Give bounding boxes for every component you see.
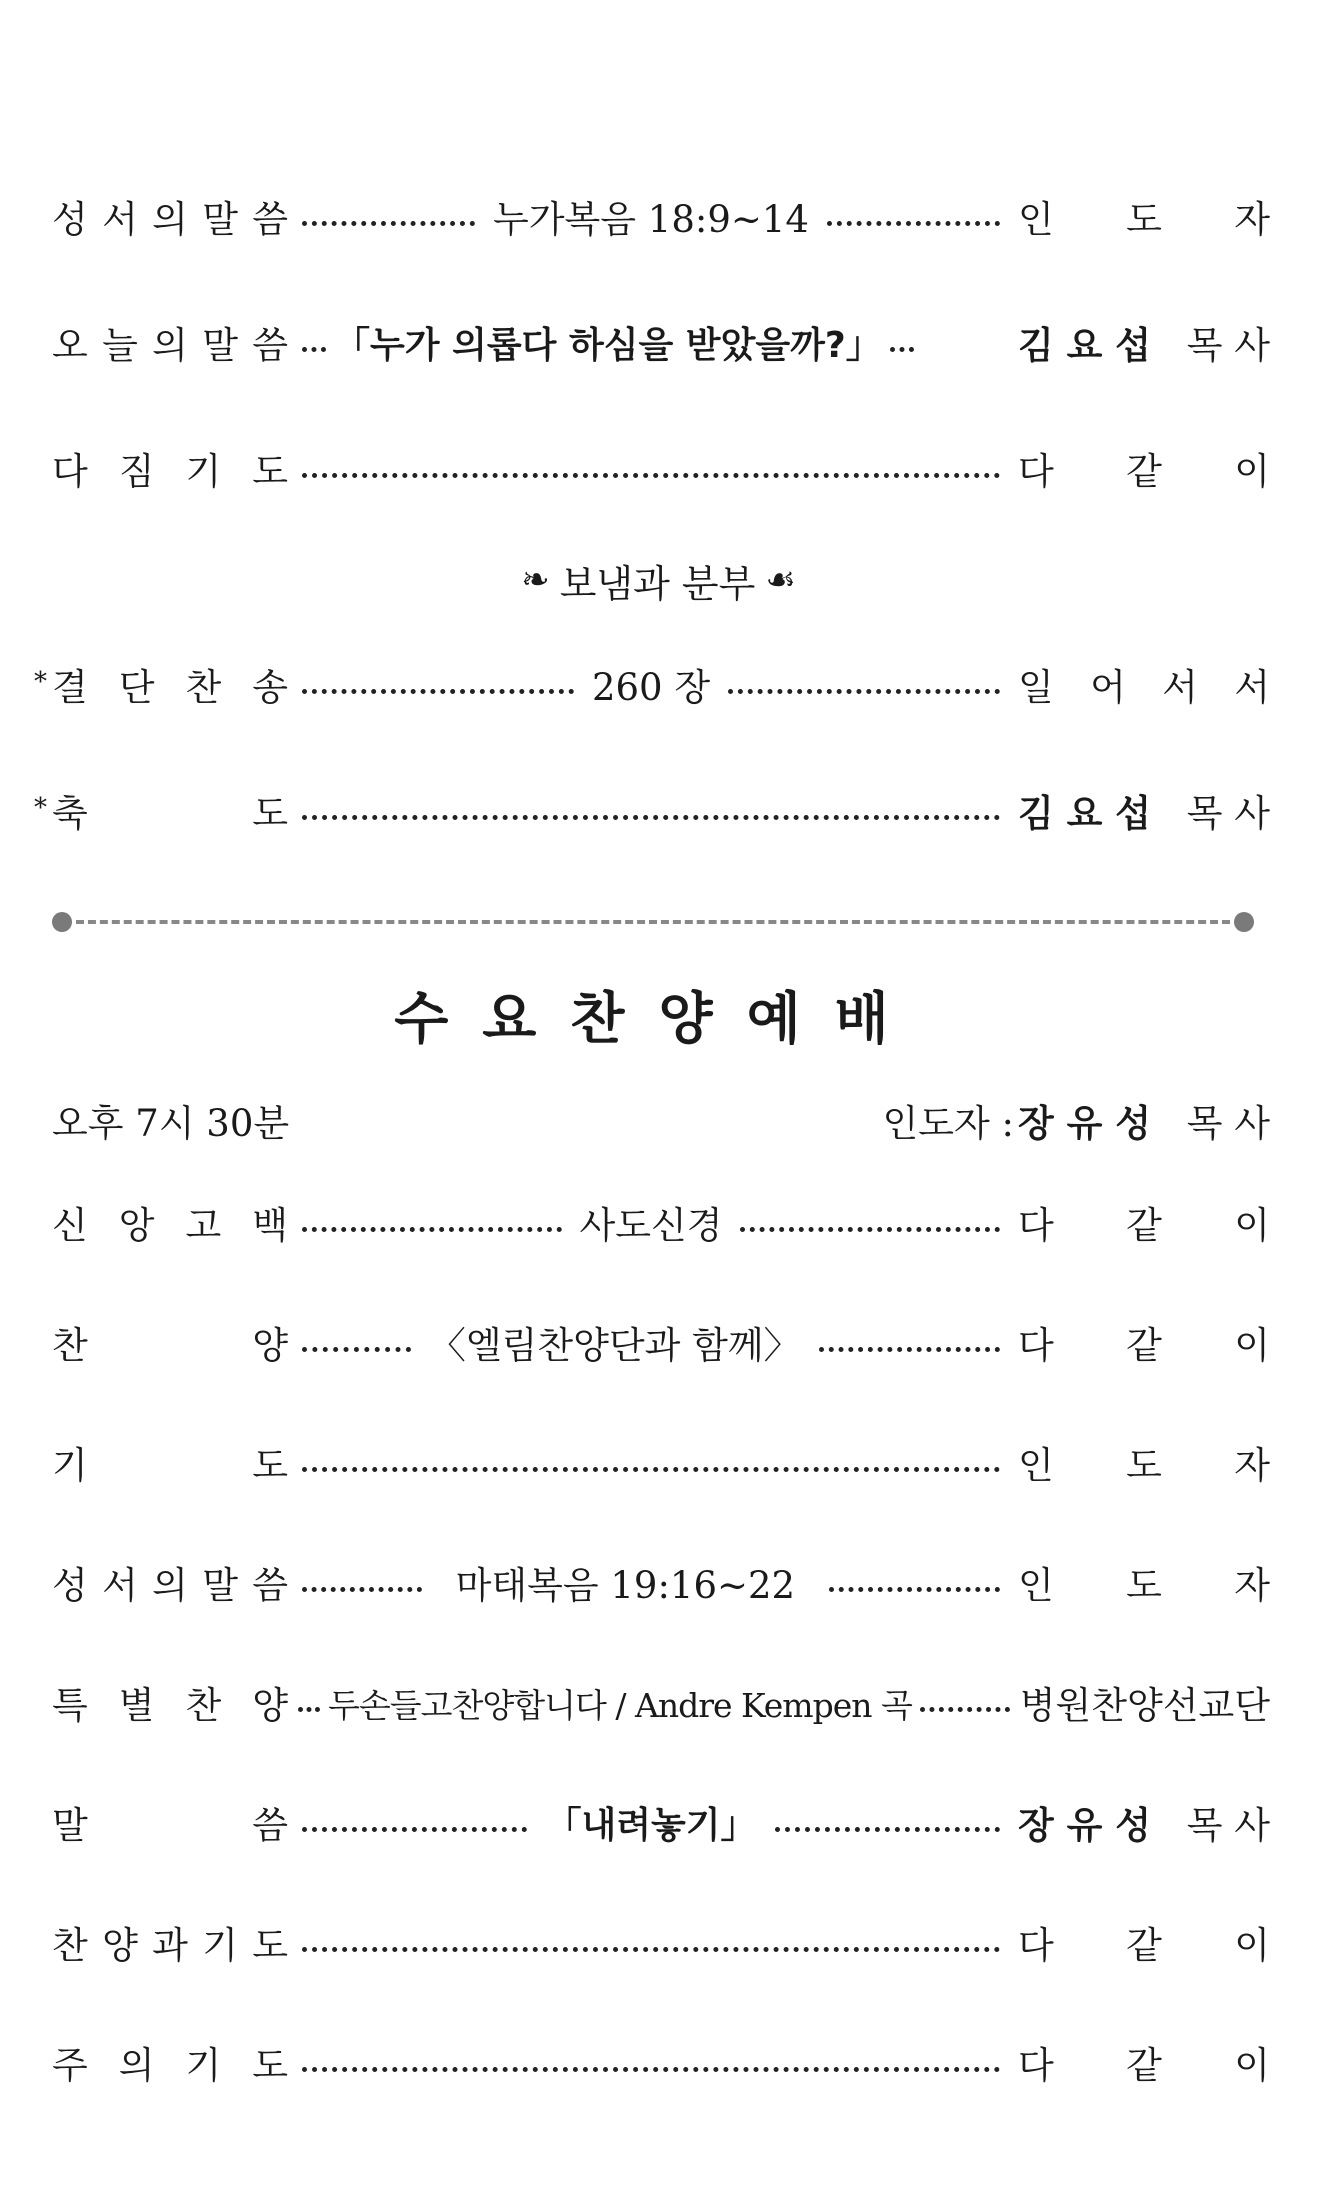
row-person [1018,1796,1270,1856]
label-char: 씀 [252,198,288,241]
label-char: 의 [152,324,188,367]
order-row-hymn [34,658,1270,718]
label-char: 찬 [185,1684,222,1727]
leader-dots [302,809,1000,820]
person-char: 인 [1018,198,1054,241]
row-person [1018,1676,1270,1736]
label-char: 성 [52,1564,88,1607]
leader-dots [302,1196,1000,1256]
order-row-scripture [52,190,1270,250]
row-label [52,190,288,250]
row-label [52,442,288,502]
person-char: 자 [1234,1444,1270,1487]
person-char: 도 [1126,1444,1162,1487]
label-char: 신 [52,1204,88,1247]
person-char: 같 [1126,1924,1162,1967]
leader-dots [302,1556,1000,1616]
label-char: 고 [185,1204,222,1247]
person-char: 인 [1018,1444,1054,1487]
person-char: 다 [1018,1204,1054,1247]
row-label [52,1676,288,1736]
row-person [1018,1196,1270,1256]
row-person [1018,658,1270,718]
label-char: 씀 [252,1564,288,1607]
leader-dots [302,1316,1000,1376]
page-title: 수요찬양예배 [394,987,923,1052]
label-char: 특 [52,1684,88,1727]
label-char: 말 [202,324,238,367]
person-char: 자 [1234,198,1270,241]
row-content: 마태복음 19:16~22 [455,1564,796,1607]
label-char: 찬 [185,666,222,709]
label-char: 기 [185,2044,222,2087]
label-char: 기 [202,1924,238,1967]
person-char: 다 [1018,1924,1054,1967]
label-char: 결 [52,666,88,709]
person-char: 이 [1234,1924,1270,1967]
row-person [1018,2036,1270,2096]
label-char: 말 [52,1804,88,1847]
row-label [52,1196,288,1256]
label-char: 기 [52,1444,88,1487]
label-char: 앙 [118,1204,155,1247]
leader-info [883,1093,1270,1147]
preacher-title: 목 사 [1186,324,1270,367]
preacher-name: 김 요 섭 [1018,792,1151,835]
leader-dots [302,2061,1000,2072]
standing-mark: * [34,667,47,697]
section-divider [52,911,1254,933]
label-char: 서 [102,198,138,241]
standing-mark: * [34,793,47,823]
person-char: 인 [1018,1564,1054,1607]
leader-dots [302,658,1000,718]
row-person [1018,442,1270,502]
leader-label: 인도자 : [882,1102,1014,1145]
preacher-title: 목 사 [1186,792,1270,835]
preacher-name: 장 유 성 [1018,1804,1151,1847]
person-char: 도 [1126,198,1162,241]
label-char: 의 [118,2044,155,2087]
label-char: 찬 [52,1924,88,1967]
label-char: 도 [252,450,288,493]
person-char: 같 [1126,2044,1162,2087]
person-char: 자 [1234,1564,1270,1607]
ornament-right-icon: ☙ [765,560,796,600]
leader-dots [302,316,1008,376]
label-char: 주 [52,2044,88,2087]
sub-heading-text: 보냄과 분부 [559,561,756,606]
order-row-creed [52,1196,1270,1256]
leader-name: 장 유 성 [1018,1102,1151,1145]
row-person [1018,1316,1270,1376]
label-char: 짐 [118,450,155,493]
row-label [52,2036,288,2096]
order-row-sermon [52,316,1270,376]
leader-dots [302,1461,1000,1472]
person-char: 이 [1234,2044,1270,2087]
row-content: 〈엘림찬양단과 함께〉 [428,1324,801,1367]
order-row-lords-prayer [52,2036,1270,2096]
label-char: 단 [118,666,155,709]
choir-name: 병원찬양선교단 [1019,1684,1270,1727]
divider-cap-right [1234,912,1254,932]
row-person [1018,1556,1270,1616]
label-char: 씀 [252,324,288,367]
person-char: 같 [1126,1204,1162,1247]
row-content: 두손들고찬양합니다 / Andre Kempen 곡 [328,1686,912,1725]
person-char: 같 [1126,1324,1162,1367]
row-content: 사도신경 [579,1204,723,1247]
row-content: 누가복음 18:9~14 [493,198,809,241]
label-char: 양 [252,1684,288,1727]
label-char: 송 [252,666,288,709]
row-person [1018,316,1270,376]
label-char: 별 [118,1684,155,1727]
label-char: 도 [252,1924,288,1967]
order-row-pledge-prayer [52,442,1270,502]
person-char: 서 [1162,666,1198,709]
row-person [1018,190,1270,250]
label-char: 기 [185,450,222,493]
preacher-name: 김 요 섭 [1018,324,1151,367]
order-row-benediction [34,784,1270,844]
row-label [52,1316,288,1376]
label-char: 늘 [102,324,138,367]
order-row-special-praise [52,1676,1270,1736]
preacher-title: 목 사 [1186,1804,1270,1847]
label-char: 성 [52,198,88,241]
row-person [1018,1436,1270,1496]
divider-cap-left [52,912,72,932]
label-char: 의 [152,198,188,241]
person-char: 같 [1126,450,1162,493]
label-char: 서 [102,1564,138,1607]
label-char: 도 [252,1444,288,1487]
order-row-prayer [52,1436,1270,1496]
row-label [52,1436,288,1496]
leader-name-box [1018,1093,1270,1147]
person-char: 도 [1126,1564,1162,1607]
row-label [34,658,288,718]
sermon-title: 「내려놓기」 [545,1805,757,1846]
label-char: 다 [52,450,88,493]
label-char: 의 [152,1564,188,1607]
label-char: 과 [152,1924,188,1967]
label-char: 도 [252,2044,288,2087]
row-person [1018,784,1270,844]
row-label [52,1556,288,1616]
person-char: 서 [1234,666,1270,709]
person-char: 이 [1234,450,1270,493]
label-char: 도 [252,792,288,835]
person-char: 이 [1234,1324,1270,1367]
row-label [52,316,288,376]
label-char: 오 [52,324,88,367]
person-char: 다 [1018,1324,1054,1367]
label-char: 씀 [252,1804,288,1847]
order-row-scripture-2 [52,1556,1270,1616]
label-char: 말 [202,1564,238,1607]
ornament-left-icon: ❧ [521,560,550,600]
person-char: 어 [1090,666,1126,709]
row-label [52,1916,288,1976]
order-row-praise-prayer [52,1916,1270,1976]
label-char: 백 [252,1204,288,1247]
label-char: 찬 [52,1324,88,1367]
hymn-number: 260 장 [591,666,711,709]
person-char: 다 [1018,2044,1054,2087]
label-char: 양 [102,1924,138,1967]
leader-dots [302,1796,1000,1856]
order-row-message [52,1796,1270,1856]
sermon-title: 「누가 의롭다 하심을 받았을까?」 [334,325,882,366]
row-label [52,1796,288,1856]
leader-dots [302,467,1000,478]
row-person [1018,1916,1270,1976]
label-char: 말 [202,198,238,241]
service-info [52,1090,1270,1150]
leader-dots [298,1676,1010,1736]
person-char: 이 [1234,1204,1270,1247]
leader-dots [302,190,1000,250]
person-char: 다 [1018,450,1054,493]
order-row-praise [52,1316,1270,1376]
label-char: 축 [52,792,88,835]
row-label [34,784,288,844]
label-char: 양 [252,1324,288,1367]
service-time: 오후 7시 30분 [52,1102,290,1145]
person-char: 일 [1018,666,1054,709]
leader-dots [302,1941,1000,1952]
sub-heading [0,550,1317,610]
leader-title: 목 사 [1186,1102,1270,1145]
